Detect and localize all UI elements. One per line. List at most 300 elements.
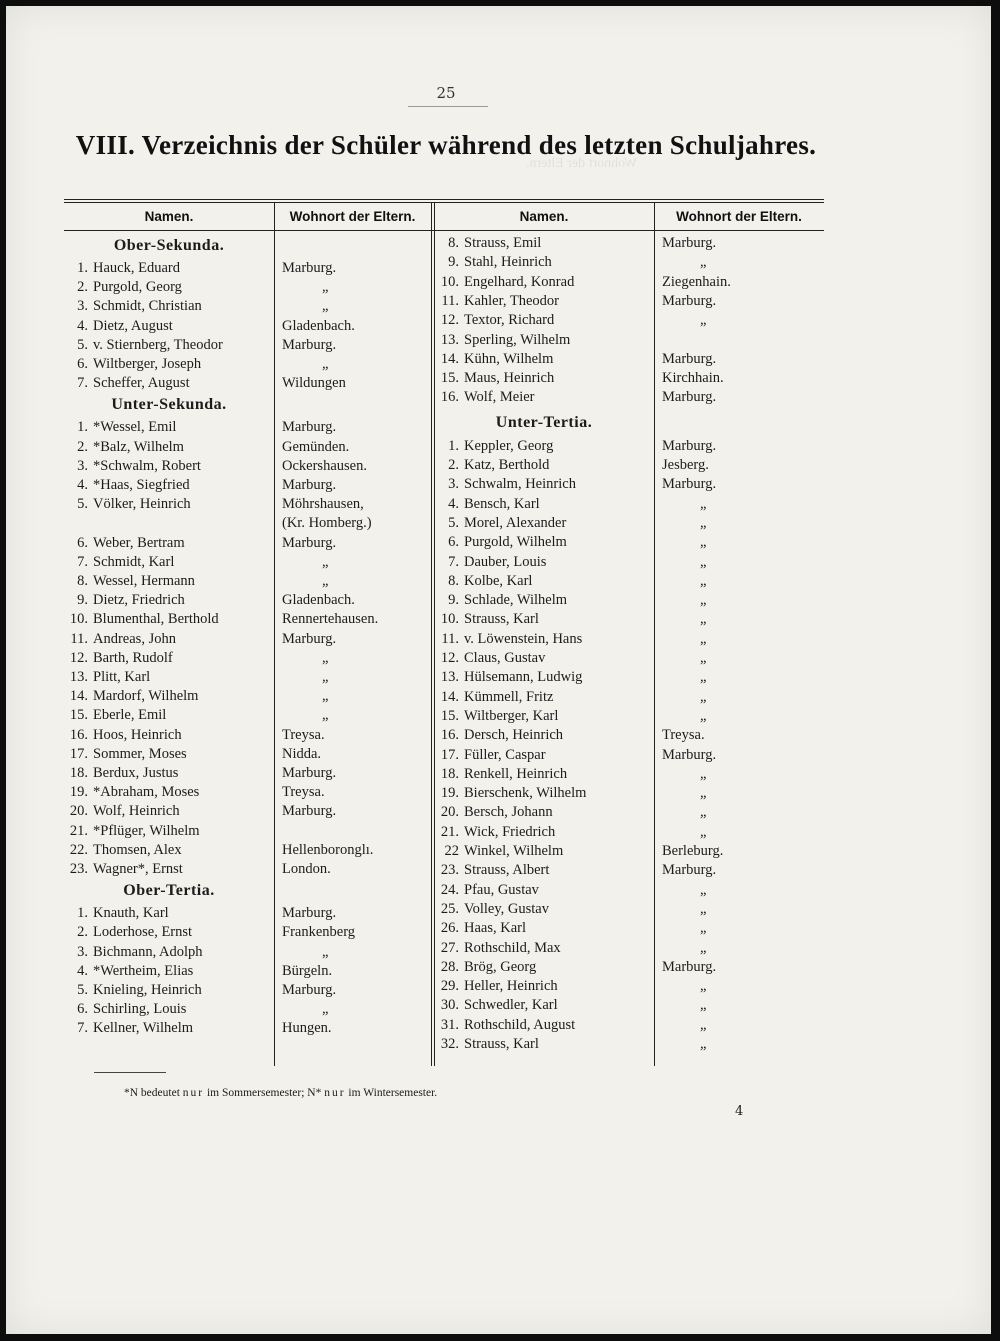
student-number: 4. (77, 317, 88, 334)
student-name: Barth, Rudolf (93, 649, 173, 666)
student-name: Schmidt, Karl (93, 553, 175, 570)
student-row (58, 943, 203, 962)
parents-residence: „ (322, 943, 329, 960)
student-number: 21. (69, 822, 88, 839)
student-name: Schirling, Louis (93, 1001, 187, 1018)
student-number: 31. (440, 1016, 459, 1033)
student-number: 20. (69, 803, 88, 820)
student-row (429, 514, 566, 533)
student-number: 19. (69, 784, 88, 801)
student-number: 13. (440, 331, 459, 348)
student-number: 14. (69, 688, 88, 705)
student-name: *Wertheim, Elias (93, 962, 194, 979)
parents-residence: Wildungen (282, 375, 346, 392)
student-row (429, 939, 561, 958)
student-row (429, 475, 576, 494)
student-number: 1. (448, 437, 459, 454)
student-name: Claus, Gustav (464, 650, 546, 666)
student-number: 10. (440, 611, 459, 628)
student-row (58, 591, 185, 610)
student-row (58, 962, 193, 981)
parents-residence: Hungen. (282, 1020, 332, 1037)
student-number: 7. (77, 553, 88, 570)
student-number: 6. (77, 534, 88, 551)
student-number: 4. (77, 477, 88, 493)
student-row (429, 977, 558, 996)
student-name: Rothschild, August (464, 1016, 576, 1033)
student-row (58, 783, 199, 802)
student-row (429, 784, 586, 803)
parents-residence: (Kr. Homberg.) (282, 515, 372, 532)
parents-residence: Marburg. (662, 958, 717, 975)
parents-residence: Treysa. (662, 727, 705, 744)
student-name: Renkell, Heinrich (464, 765, 568, 782)
student-row (429, 456, 549, 475)
footnote-emph-2: nur (324, 1087, 346, 1099)
footnote-rule (94, 1072, 166, 1073)
student-name: Haas, Karl (464, 920, 527, 937)
student-row (429, 273, 574, 292)
student-row (58, 355, 201, 374)
student-row (429, 331, 570, 350)
student-number: 6. (77, 356, 88, 372)
student-number: 19. (440, 785, 459, 802)
student-name: Katz, Berthold (464, 457, 550, 473)
student-name: Andreas, John (93, 630, 176, 647)
student-number: 11. (70, 630, 88, 647)
student-name: Brög, Georg (464, 958, 537, 975)
parents-residence: „ (700, 688, 707, 705)
footnote-prefix: *N bedeutet (124, 1087, 180, 1099)
student-row (58, 278, 182, 297)
parents-residence: „ (322, 1001, 329, 1018)
parents-residence: „ (322, 298, 329, 315)
student-name: Berdux, Justus (93, 765, 179, 781)
parents-residence: Frankenberg (282, 924, 356, 941)
student-name: Purgold, Wilhelm (464, 534, 567, 551)
parents-residence: Marburg. (662, 350, 717, 367)
parents-residence: Berleburg. (662, 843, 724, 859)
parents-residence: Marburg. (282, 982, 337, 998)
parents-residence: Gemünden. (282, 438, 350, 455)
header-top-rule-2 (64, 202, 824, 203)
student-number: 10. (69, 611, 88, 628)
student-name: *Schwalm, Robert (93, 457, 201, 474)
student-number: 23. (440, 862, 459, 879)
parents-residence: Treysa. (282, 784, 325, 801)
student-row (58, 649, 173, 668)
student-row (429, 1035, 539, 1054)
student-number: 27. (440, 939, 459, 956)
parents-residence: „ (700, 312, 707, 329)
student-name: Sperling, Wilhelm (464, 331, 571, 348)
student-name: Wolf, Meier (464, 389, 535, 406)
student-row (429, 388, 535, 407)
student-name: Strauss, Karl (464, 611, 539, 628)
parents-residence: Marburg. (662, 292, 717, 309)
student-row (429, 919, 526, 938)
student-number: 14. (440, 688, 459, 705)
student-number: 25. (440, 900, 459, 917)
student-name: Maus, Heinrich (464, 370, 555, 387)
student-row (429, 765, 567, 784)
parents-residence: Marburg. (282, 534, 337, 551)
parents-residence: „ (322, 279, 329, 296)
parents-residence: Kirchhain. (662, 370, 724, 387)
student-number: 2. (448, 457, 459, 473)
student-row (58, 374, 190, 393)
parents-residence: „ (322, 669, 329, 685)
student-row (429, 803, 553, 822)
column-divider-left (274, 203, 275, 1066)
student-number: 10. (440, 273, 459, 290)
student-name: Dietz, August (93, 317, 173, 334)
student-number: 17. (69, 745, 88, 762)
student-name: Morel, Alexander (464, 514, 567, 531)
student-row (429, 234, 541, 253)
student-number: 1. (77, 905, 88, 922)
student-row (58, 1019, 193, 1038)
student-row (429, 369, 554, 388)
student-row (429, 572, 532, 591)
student-row (429, 958, 536, 977)
student-row (58, 802, 180, 821)
student-number: 22 (444, 843, 459, 859)
page-number: 25 (436, 84, 456, 102)
parents-residence: „ (700, 611, 707, 628)
parents-residence: „ (700, 254, 707, 271)
student-row (58, 259, 180, 278)
parents-residence: Marburg. (662, 437, 717, 454)
student-name: Weber, Bertram (93, 534, 185, 551)
student-number: 8. (448, 235, 459, 251)
page-title: VIII. Verzeichnis der Schüler während des letzten Schuljahres. (75, 130, 817, 160)
student-row (58, 495, 191, 514)
student-row (58, 438, 184, 457)
student-number: 9. (448, 592, 459, 609)
student-name: Sommer, Moses (93, 745, 187, 762)
parents-residence: Hellenboronglı. (282, 841, 374, 858)
student-number: 20. (440, 804, 459, 821)
student-number: 7. (77, 1020, 88, 1037)
student-row (58, 668, 150, 687)
student-name: *Wessel, Emil (93, 419, 177, 436)
student-row (429, 996, 558, 1015)
parents-residence: „ (322, 707, 329, 724)
student-number: 5. (77, 982, 88, 998)
student-row (58, 418, 176, 437)
signature-mark: 4 (735, 1104, 744, 1119)
student-row (429, 842, 563, 861)
student-row (58, 687, 198, 706)
student-name: Bichmann, Adolph (93, 943, 203, 960)
student-number: 4. (448, 495, 459, 512)
parents-residence: „ (700, 572, 707, 589)
student-row (58, 297, 202, 316)
student-name: v. Stiernberg, Theodor (93, 336, 223, 353)
header-residence-right: Wohnort der Eltern. (676, 209, 802, 224)
student-name: Stahl, Heinrich (464, 254, 552, 271)
student-name: Wiltberger, Joseph (93, 356, 202, 372)
student-row (58, 630, 176, 649)
parents-residence: „ (700, 534, 707, 551)
student-number: 32. (440, 1036, 459, 1052)
student-number: 2. (77, 438, 88, 455)
student-row (429, 495, 540, 514)
parents-residence: Gladenbach. (282, 592, 355, 609)
student-number: 5. (77, 496, 88, 513)
student-number: 21. (440, 823, 459, 840)
student-row (429, 1016, 575, 1035)
footnote-emph-1: nur (182, 1087, 205, 1099)
student-name: Mardorf, Wilhelm (93, 688, 199, 705)
parents-residence: Marburg. (662, 389, 717, 406)
student-name: Hülsemann, Ludwig (464, 669, 583, 686)
student-row (58, 317, 173, 336)
student-name: Strauss, Albert (464, 862, 550, 879)
student-number: 12. (69, 649, 88, 666)
student-name: Volley, Gustav (464, 900, 549, 917)
student-number: 18. (69, 765, 88, 781)
student-row (58, 706, 166, 725)
student-number: 3. (448, 476, 459, 493)
student-name: Hoos, Heinrich (93, 726, 182, 743)
student-number: 2. (77, 279, 88, 296)
parents-residence: Marburg. (282, 336, 337, 353)
column-divider-right (654, 203, 655, 1066)
student-name: Schwalm, Heinrich (464, 476, 576, 493)
parents-residence: Ziegenhain. (662, 273, 731, 290)
student-row (58, 534, 185, 553)
student-name: Dietz, Friedrich (93, 592, 185, 609)
parents-residence: „ (700, 785, 707, 802)
student-row (429, 437, 553, 456)
student-row (58, 841, 182, 860)
parents-residence: Marburg. (282, 803, 337, 820)
parents-residence: Rennertehausen. (282, 611, 379, 628)
header-top-rule (64, 199, 824, 200)
parents-residence: „ (700, 495, 707, 512)
student-row (429, 533, 567, 552)
student-row (58, 904, 169, 923)
student-name: Kolbe, Karl (464, 572, 533, 589)
student-number: 11. (441, 630, 459, 647)
student-name: Loderhose, Ernst (93, 924, 193, 941)
student-name: *Abraham, Moses (93, 784, 200, 801)
parents-residence: London. (282, 861, 331, 877)
student-row (429, 591, 567, 610)
student-number: 5. (448, 514, 459, 531)
header-residence-left: Wohnort der Eltern. (289, 209, 416, 224)
student-name: *Haas, Siegfried (93, 477, 190, 493)
student-number: 12. (440, 650, 459, 666)
parents-residence: „ (700, 592, 707, 609)
parents-residence: „ (322, 649, 329, 666)
parents-residence: Marburg. (282, 630, 337, 647)
student-name: Plitt, Karl (93, 669, 151, 685)
student-number: 11. (441, 292, 459, 309)
student-number: 7. (448, 553, 459, 570)
parents-residence: Marburg. (662, 235, 717, 251)
parents-residence: „ (700, 939, 707, 956)
section-heading: Ober-Tertia. (123, 882, 215, 900)
student-row (429, 668, 582, 687)
student-number: 2. (77, 924, 88, 941)
student-row (429, 553, 546, 572)
student-row (429, 292, 559, 311)
parents-residence: „ (700, 669, 707, 686)
student-number: 24. (440, 881, 459, 898)
student-number: 7. (77, 375, 88, 392)
student-name: Wolf, Heinrich (93, 803, 180, 820)
student-name: Blumenthal, Berthold (93, 611, 219, 628)
student-row (58, 860, 183, 879)
student-row (58, 745, 187, 764)
student-name: Winkel, Wilhelm (464, 843, 564, 859)
student-name: Kellner, Wilhelm (93, 1020, 194, 1037)
student-name: v. Löwenstein, Hans (464, 630, 583, 647)
parents-residence: „ (700, 900, 707, 917)
student-number: 8. (448, 572, 459, 589)
parents-residence: „ (322, 688, 329, 705)
student-name: Wick, Friedrich (464, 823, 556, 840)
student-name: Rothschild, Max (464, 939, 561, 956)
student-name: Hauck, Eduard (93, 260, 180, 276)
parents-residence: Ockershausen. (282, 457, 367, 474)
student-row (429, 746, 546, 765)
parents-residence: „ (700, 1036, 707, 1052)
student-number: 5. (77, 336, 88, 353)
section-heading: Ober-Sekunda. (113, 237, 225, 254)
parents-residence: „ (700, 823, 707, 840)
parents-residence: „ (700, 978, 707, 995)
student-row (58, 1000, 186, 1019)
student-number: 3. (77, 943, 88, 960)
student-name: Purgold, Georg (93, 279, 182, 296)
student-row (429, 900, 549, 919)
student-row (429, 350, 553, 369)
student-number: 28. (440, 958, 459, 975)
student-row (58, 553, 174, 572)
student-number: 8. (77, 573, 88, 589)
parents-residence: „ (700, 650, 707, 666)
student-name: Bensch, Karl (464, 495, 540, 512)
parents-residence: Nidda. (282, 745, 322, 762)
parents-residence: Möhrshausen, (282, 496, 364, 513)
parents-residence: Marburg. (282, 905, 337, 922)
bleed-through: Wohnort der Eltern. (526, 156, 638, 171)
footnote (124, 1087, 437, 1099)
student-row (58, 610, 219, 629)
student-name: Wagner*, Ernst (93, 861, 183, 877)
student-number: 13. (69, 669, 88, 685)
student-number: 30. (440, 997, 459, 1014)
student-row (429, 726, 563, 745)
student-name: *Balz, Wilhelm (93, 438, 184, 455)
student-name: Heller, Heinrich (464, 978, 558, 995)
student-row (429, 707, 558, 726)
parents-residence: Marburg. (282, 765, 337, 781)
student-row (429, 823, 555, 842)
student-row (429, 649, 545, 668)
student-name: Strauss, Emil (464, 235, 542, 251)
student-number: 14. (440, 350, 459, 367)
parents-residence: Treysa. (282, 726, 325, 743)
student-row (58, 572, 195, 591)
student-row (429, 688, 553, 707)
student-number: 3. (77, 457, 88, 474)
parents-residence: „ (700, 553, 707, 570)
parents-residence: „ (700, 920, 707, 937)
student-name: Wessel, Hermann (93, 573, 195, 589)
student-number: 29. (440, 978, 459, 995)
student-row (58, 822, 200, 841)
parents-residence: Gladenbach. (282, 317, 355, 334)
student-name: *Pflüger, Wilhelm (93, 822, 200, 839)
student-row (58, 923, 192, 942)
section-heading: Unter-Sekunda. (111, 396, 227, 414)
student-name: Wiltberger, Karl (464, 707, 559, 724)
student-name: Knieling, Heinrich (93, 982, 202, 998)
student-number: 16. (440, 727, 459, 744)
parents-residence: „ (700, 707, 707, 724)
student-name: Engelhard, Konrad (464, 273, 575, 290)
scanned-page (6, 6, 991, 1334)
student-number: 23. (69, 861, 88, 877)
student-name: Schlade, Wilhelm (464, 592, 568, 609)
student-number: 17. (440, 746, 459, 763)
student-name: Scheffer, August (93, 375, 190, 392)
parents-residence: „ (700, 514, 707, 531)
student-name: Eberle, Emil (93, 707, 167, 724)
parents-residence: „ (700, 1016, 707, 1033)
footnote-suffix: im Wintersemester. (348, 1087, 438, 1099)
student-number: 12. (440, 312, 459, 329)
parents-residence: „ (700, 804, 707, 821)
student-name: Bersch, Johann (464, 804, 553, 821)
student-name: Bierschenk, Wilhelm (464, 785, 587, 802)
student-name: Knauth, Karl (93, 905, 169, 922)
parents-residence: Marburg. (282, 419, 337, 436)
parents-residence: Marburg. (662, 862, 717, 879)
student-number: 18. (440, 765, 459, 782)
student-number: 1. (77, 419, 88, 436)
student-number: 15. (440, 707, 459, 724)
parents-residence: „ (700, 765, 707, 782)
student-name: Thomsen, Alex (93, 841, 182, 858)
student-number: 15. (440, 370, 459, 387)
student-number: 9. (448, 254, 459, 271)
student-name: Dauber, Louis (464, 553, 547, 570)
parents-residence: „ (700, 881, 707, 898)
student-name: Strauss, Karl (464, 1036, 539, 1052)
student-number: 26. (440, 920, 459, 937)
parents-residence: „ (700, 630, 707, 647)
student-name: Kühn, Wilhelm (464, 350, 554, 367)
header-names-right: Namen. (519, 209, 569, 224)
student-row (429, 253, 552, 272)
student-row (58, 457, 201, 476)
student-row (429, 311, 554, 330)
student-row (58, 336, 223, 355)
student-name: Kahler, Theodor (464, 292, 559, 309)
page-number-rule (408, 106, 488, 107)
student-number: 15. (69, 707, 88, 724)
parents-residence: Marburg. (662, 746, 717, 763)
student-row (58, 476, 190, 495)
section-heading: Unter-Tertia. (495, 413, 593, 431)
student-name: Dersch, Heinrich (464, 727, 564, 744)
